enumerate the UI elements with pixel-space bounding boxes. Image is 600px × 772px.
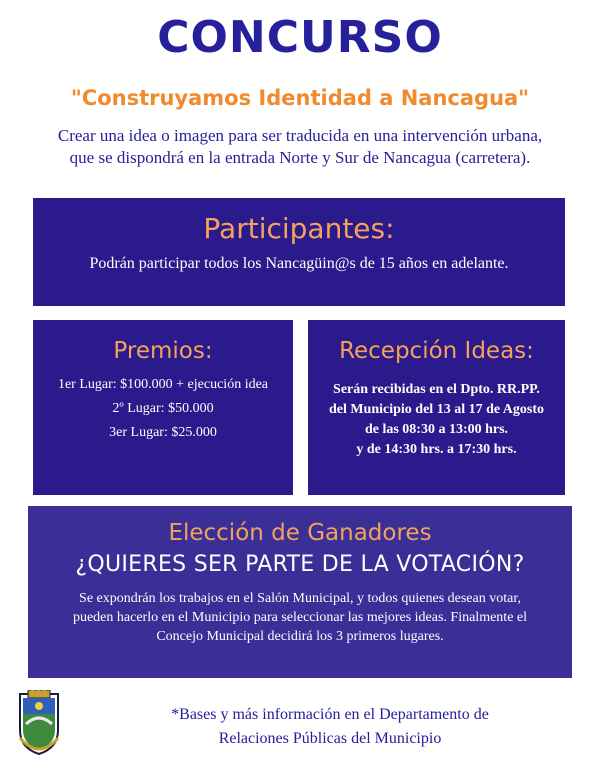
footer-line-1: *Bases y más información en el Departamento de [171,706,489,723]
recepcion-line: Serán recibidas en el Dpto. RR.PP. [333,382,540,397]
eleccion-box [28,506,572,678]
intro-text [20,125,580,169]
recepcion-box [308,320,565,495]
recepcion-heading: Recepción Ideas: [339,338,534,364]
intro-line-1: Crear una idea o imagen para ser traducida en una intervención urbana, [57,126,543,145]
premio-segundo-lugar: 2º Lugar: $50.000 [112,401,214,416]
votacion-question: ¿QUIERES SER PARTE DE LA VOTACIÓN? [75,552,525,577]
participantes-heading: Participantes: [203,212,395,245]
participantes-box [33,198,565,306]
municipal-crest-icon [14,690,64,756]
eleccion-heading: Elección de Ganadores [168,520,432,546]
premio-primer-lugar: 1er Lugar: $100.000 + ejecución idea [57,377,269,392]
recepcion-line: de las 08:30 a 13:00 hrs. [364,422,509,437]
page-subtitle: "Construyamos Identidad a Nancagua" [70,86,530,110]
footer-line-2: Relaciones Públicas del Municipio [218,730,442,747]
premios-heading: Premios: [113,338,213,364]
premios-box [33,320,293,495]
intro-line-2: que se dispondrá en la entrada Norte y Sur de Nancagua (carretera). [69,148,531,167]
recepcion-line: del Municipio del 13 al 17 de Agosto [328,402,545,417]
recepcion-line: y de 14:30 hrs. a 17:30 hrs. [356,442,517,457]
participantes-text: Podrán participar todos los Nancagüin@s de 15 años en adelante. [89,255,509,272]
eleccion-body: Se expondrán los trabajos en el Salón Municipal, y todos quienes desean votar, pueden hacerlo en el Municipio para seleccionar las mejores ideas. Finalmente el Concejo Municipal decidirá los 3 primeros lugares. [72,591,528,644]
page-title: CONCURSO [157,12,443,63]
premio-tercer-lugar: 3er Lugar: $25.000 [109,425,217,440]
footer-info [100,703,560,751]
